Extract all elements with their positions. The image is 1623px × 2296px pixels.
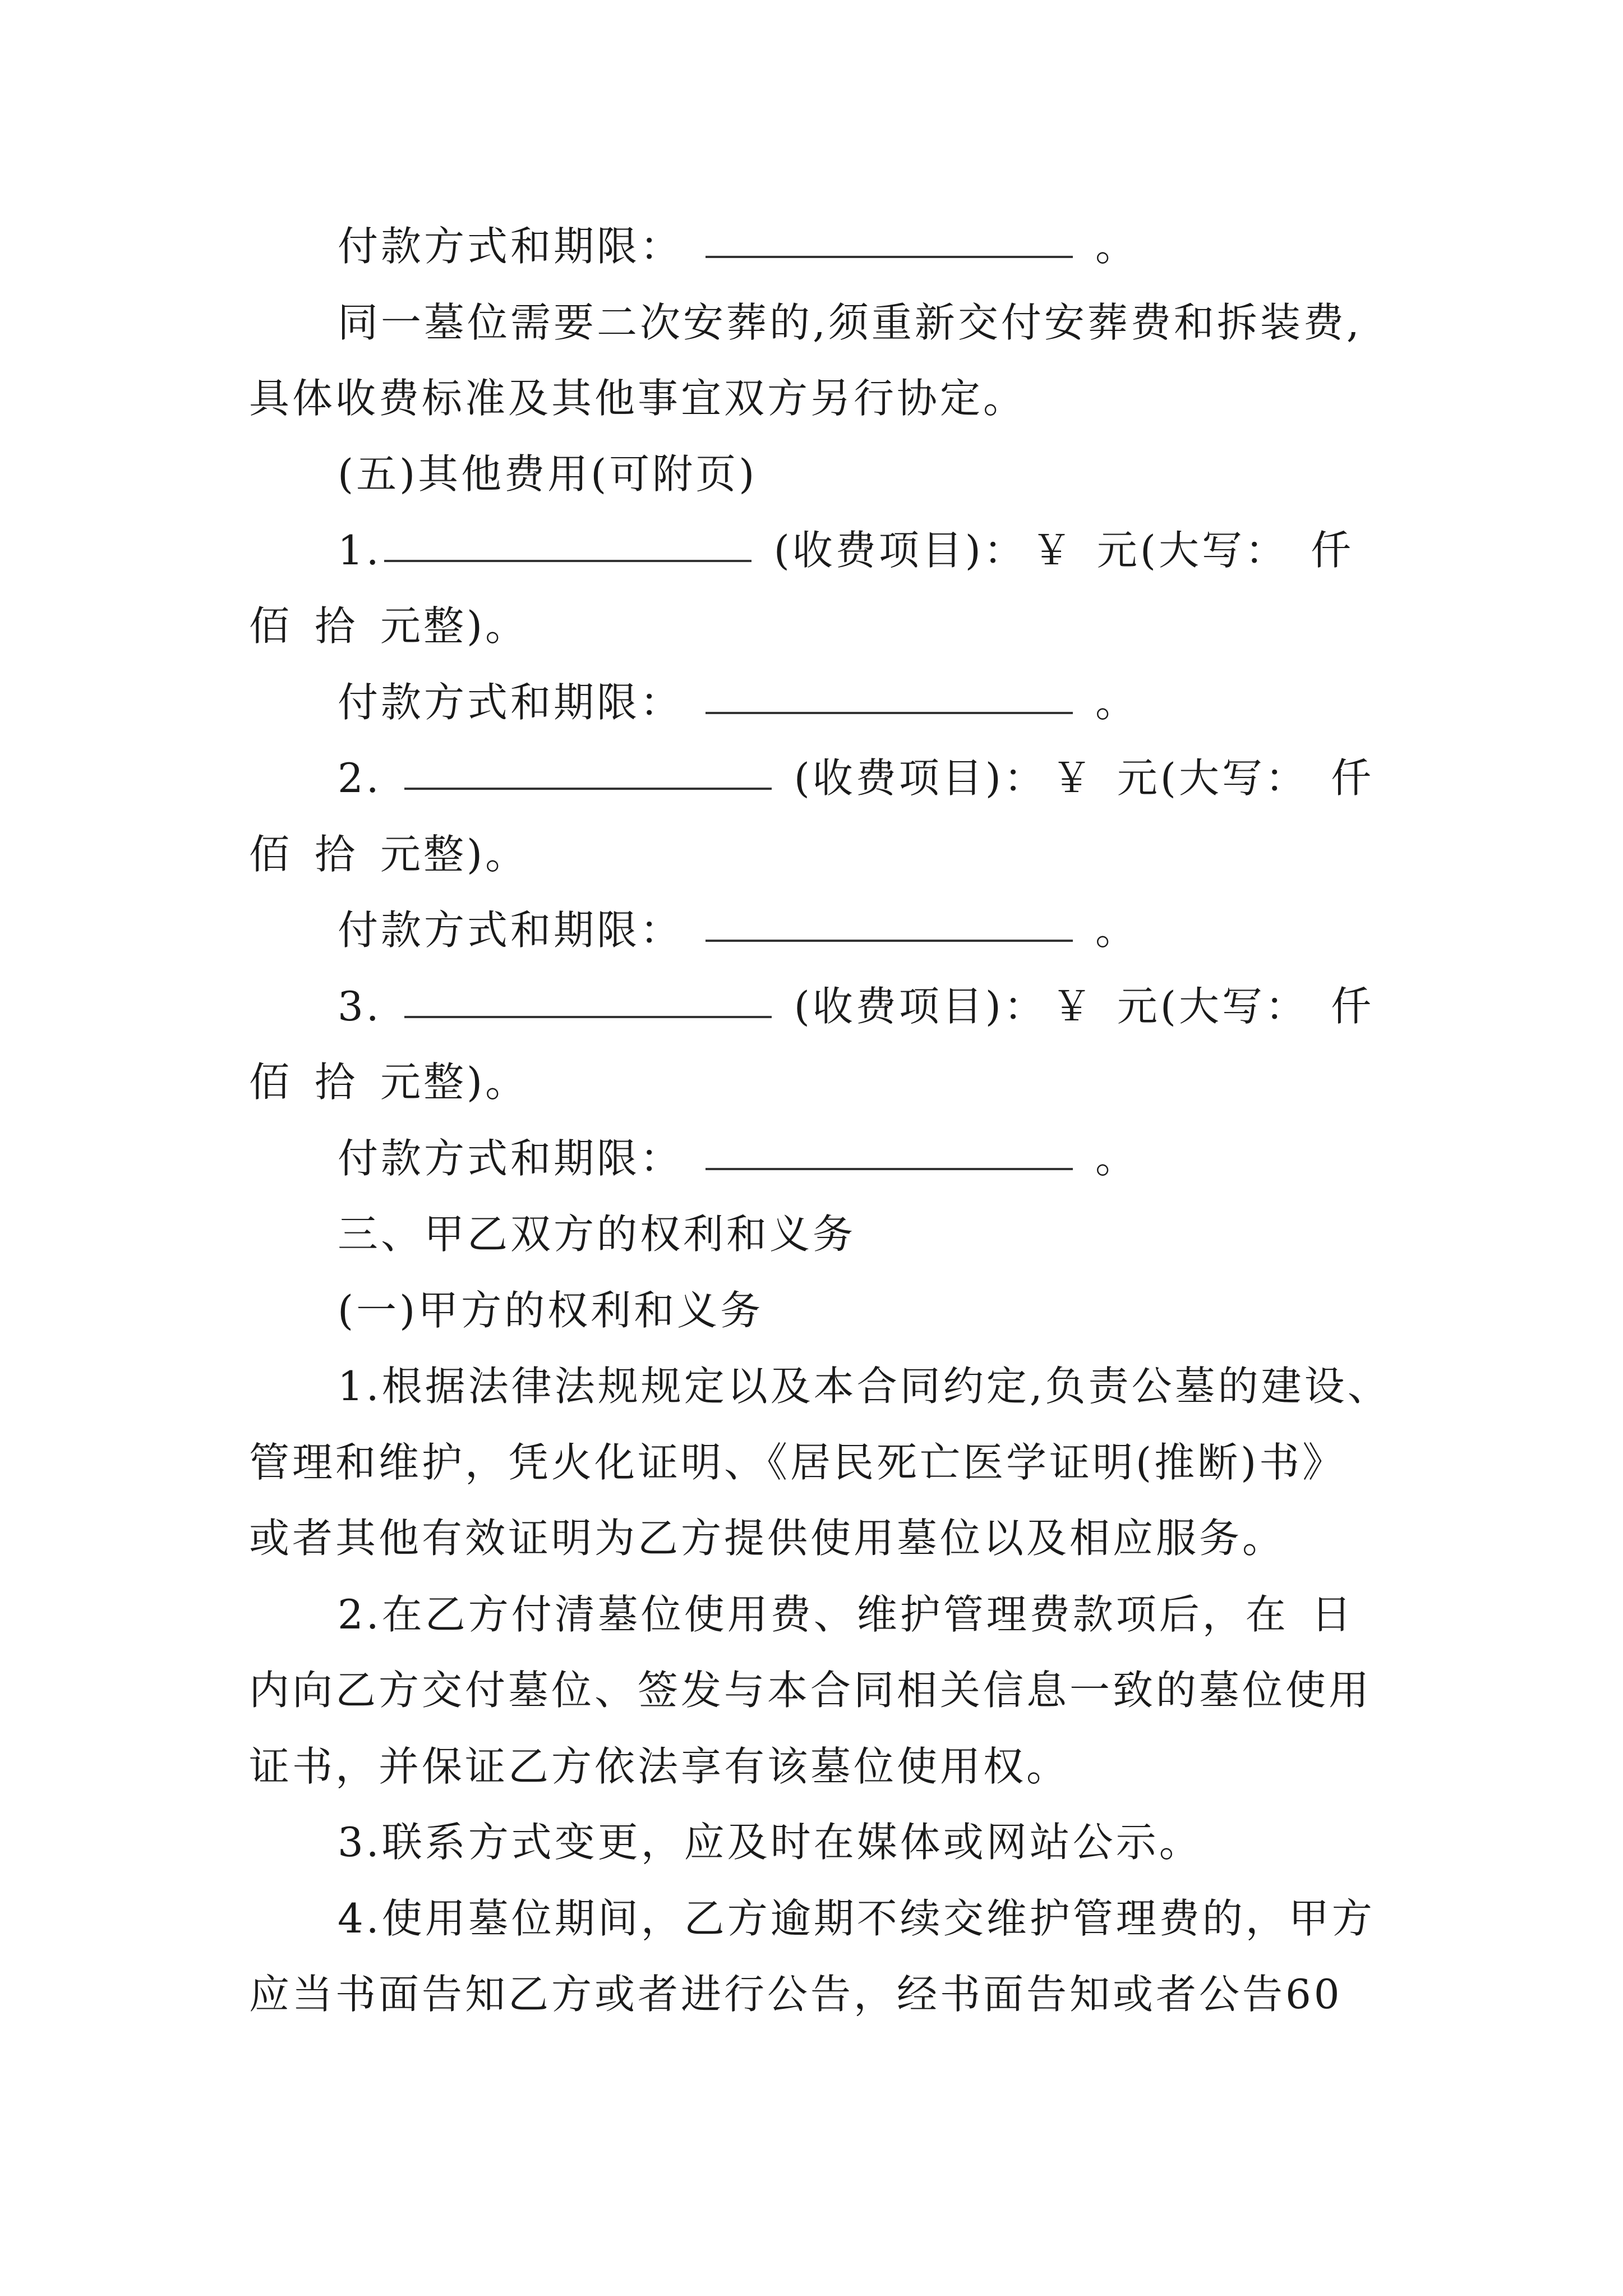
fee-item-label: (收费项目)： — [794, 983, 1047, 1030]
yuan-label: 元(大写： — [1096, 527, 1288, 574]
shi-label: 拾 — [315, 1059, 358, 1106]
bai-label: 佰 — [249, 831, 293, 878]
payment-blank — [706, 673, 1073, 714]
bai-label: 佰 — [249, 602, 293, 650]
clause-2-text: 2.在乙方付清墓位使用费、维护管理费款项后，在 — [338, 1591, 1289, 1638]
payment-line-2 — [338, 898, 1138, 963]
yuan-label: 元(大写： — [1117, 754, 1308, 802]
clause-3-line-1: 3.联系方式变更，应及时在媒体或网站公示。 — [338, 1819, 1202, 1866]
fee-item-1 — [338, 518, 1354, 583]
fee-item-blank — [384, 521, 751, 562]
fee-item-label: (收费项目)： — [773, 527, 1027, 574]
payment-end: 。 — [1095, 223, 1139, 270]
payment-line-3 — [338, 1126, 1138, 1191]
second-burial-line-1: 同一墓位需要二次安葬的,须重新交付安葬费和拆装费, — [338, 299, 1362, 346]
qian-label: 仟 — [1331, 983, 1375, 1030]
payment-label: 付款方式和期限： — [338, 907, 684, 954]
payment-end: 。 — [1095, 679, 1139, 726]
fee-item-2-cont — [249, 822, 528, 887]
payment-blank — [706, 217, 1073, 258]
clause-1-line-3: 或者其他有效证明为乙方提供使用墓位以及相应服务。 — [249, 1515, 1286, 1562]
payment-label: 付款方式和期限： — [338, 1135, 684, 1182]
payment-label: 付款方式和期限： — [338, 223, 684, 270]
shi-label: 拾 — [315, 602, 358, 650]
yuan-zheng-label: 元整)。 — [380, 1059, 529, 1106]
qian-label: 仟 — [1311, 527, 1354, 574]
clause-4-line-1: 4.使用墓位期间，乙方逾期不续交维护管理费的，甲方 — [338, 1895, 1375, 1942]
fee-item-blank — [404, 748, 772, 790]
payment-blank — [706, 1129, 1073, 1170]
fee-item-2 — [338, 746, 1374, 811]
payment-label: 付款方式和期限： — [338, 679, 684, 726]
yuan-zheng-label: 元整)。 — [380, 831, 529, 878]
payment-end: 。 — [1095, 1135, 1139, 1182]
yen-sign: ￥ — [1051, 983, 1095, 1030]
clause-4-line-2: 应当书面告知乙方或者进行公告，经书面告知或者公告60 — [249, 1971, 1343, 2018]
fee-item-number: 3. — [338, 983, 382, 1030]
fee-item-1-cont — [249, 594, 528, 659]
yen-sign: ￥ — [1051, 754, 1095, 802]
payment-blank — [706, 900, 1073, 942]
fee-item-blank — [404, 977, 772, 1018]
yuan-label: 元(大写： — [1117, 983, 1308, 1030]
yen-sign: ￥ — [1031, 527, 1075, 574]
payment-line-1 — [338, 670, 1138, 735]
other-fees-heading: (五)其他费用(可附页) — [338, 450, 758, 498]
qian-label: 仟 — [1331, 754, 1375, 802]
bai-label: 佰 — [249, 1059, 293, 1106]
shi-label: 拾 — [315, 831, 358, 878]
fee-item-label: (收费项目)： — [794, 754, 1047, 802]
fee-item-3 — [338, 974, 1374, 1039]
clause-2-line-3: 证书，并保证乙方依法享有该墓位使用权。 — [249, 1743, 1070, 1790]
yuan-zheng-label: 元整)。 — [380, 602, 529, 650]
clause-1-line-1: 1.根据法律法规规定以及本合同约定,负责公墓的建设、 — [338, 1363, 1391, 1410]
second-burial-line-2: 具体收费标准及其他事宜双方另行协定。 — [249, 375, 1027, 422]
clause-2-line-2: 内向乙方交付墓位、签发与本合同相关信息一致的墓位使用 — [249, 1667, 1372, 1714]
party-a-rights-heading: (一)甲方的权利和义务 — [338, 1287, 764, 1334]
clause-2-line-1 — [338, 1582, 1354, 1647]
payment-end: 。 — [1095, 907, 1139, 954]
section-3-heading: 三、甲乙双方的权利和义务 — [338, 1211, 856, 1258]
fee-item-number: 2. — [338, 754, 382, 802]
clause-1-line-2: 管理和维护，凭火化证明、《居民死亡医学证明(推断)书》 — [249, 1439, 1346, 1486]
clause-2-day: 日 — [1311, 1591, 1354, 1638]
fee-item-3-cont — [249, 1050, 528, 1115]
payment-line-0 — [338, 214, 1138, 279]
fee-item-number: 1. — [338, 527, 382, 574]
